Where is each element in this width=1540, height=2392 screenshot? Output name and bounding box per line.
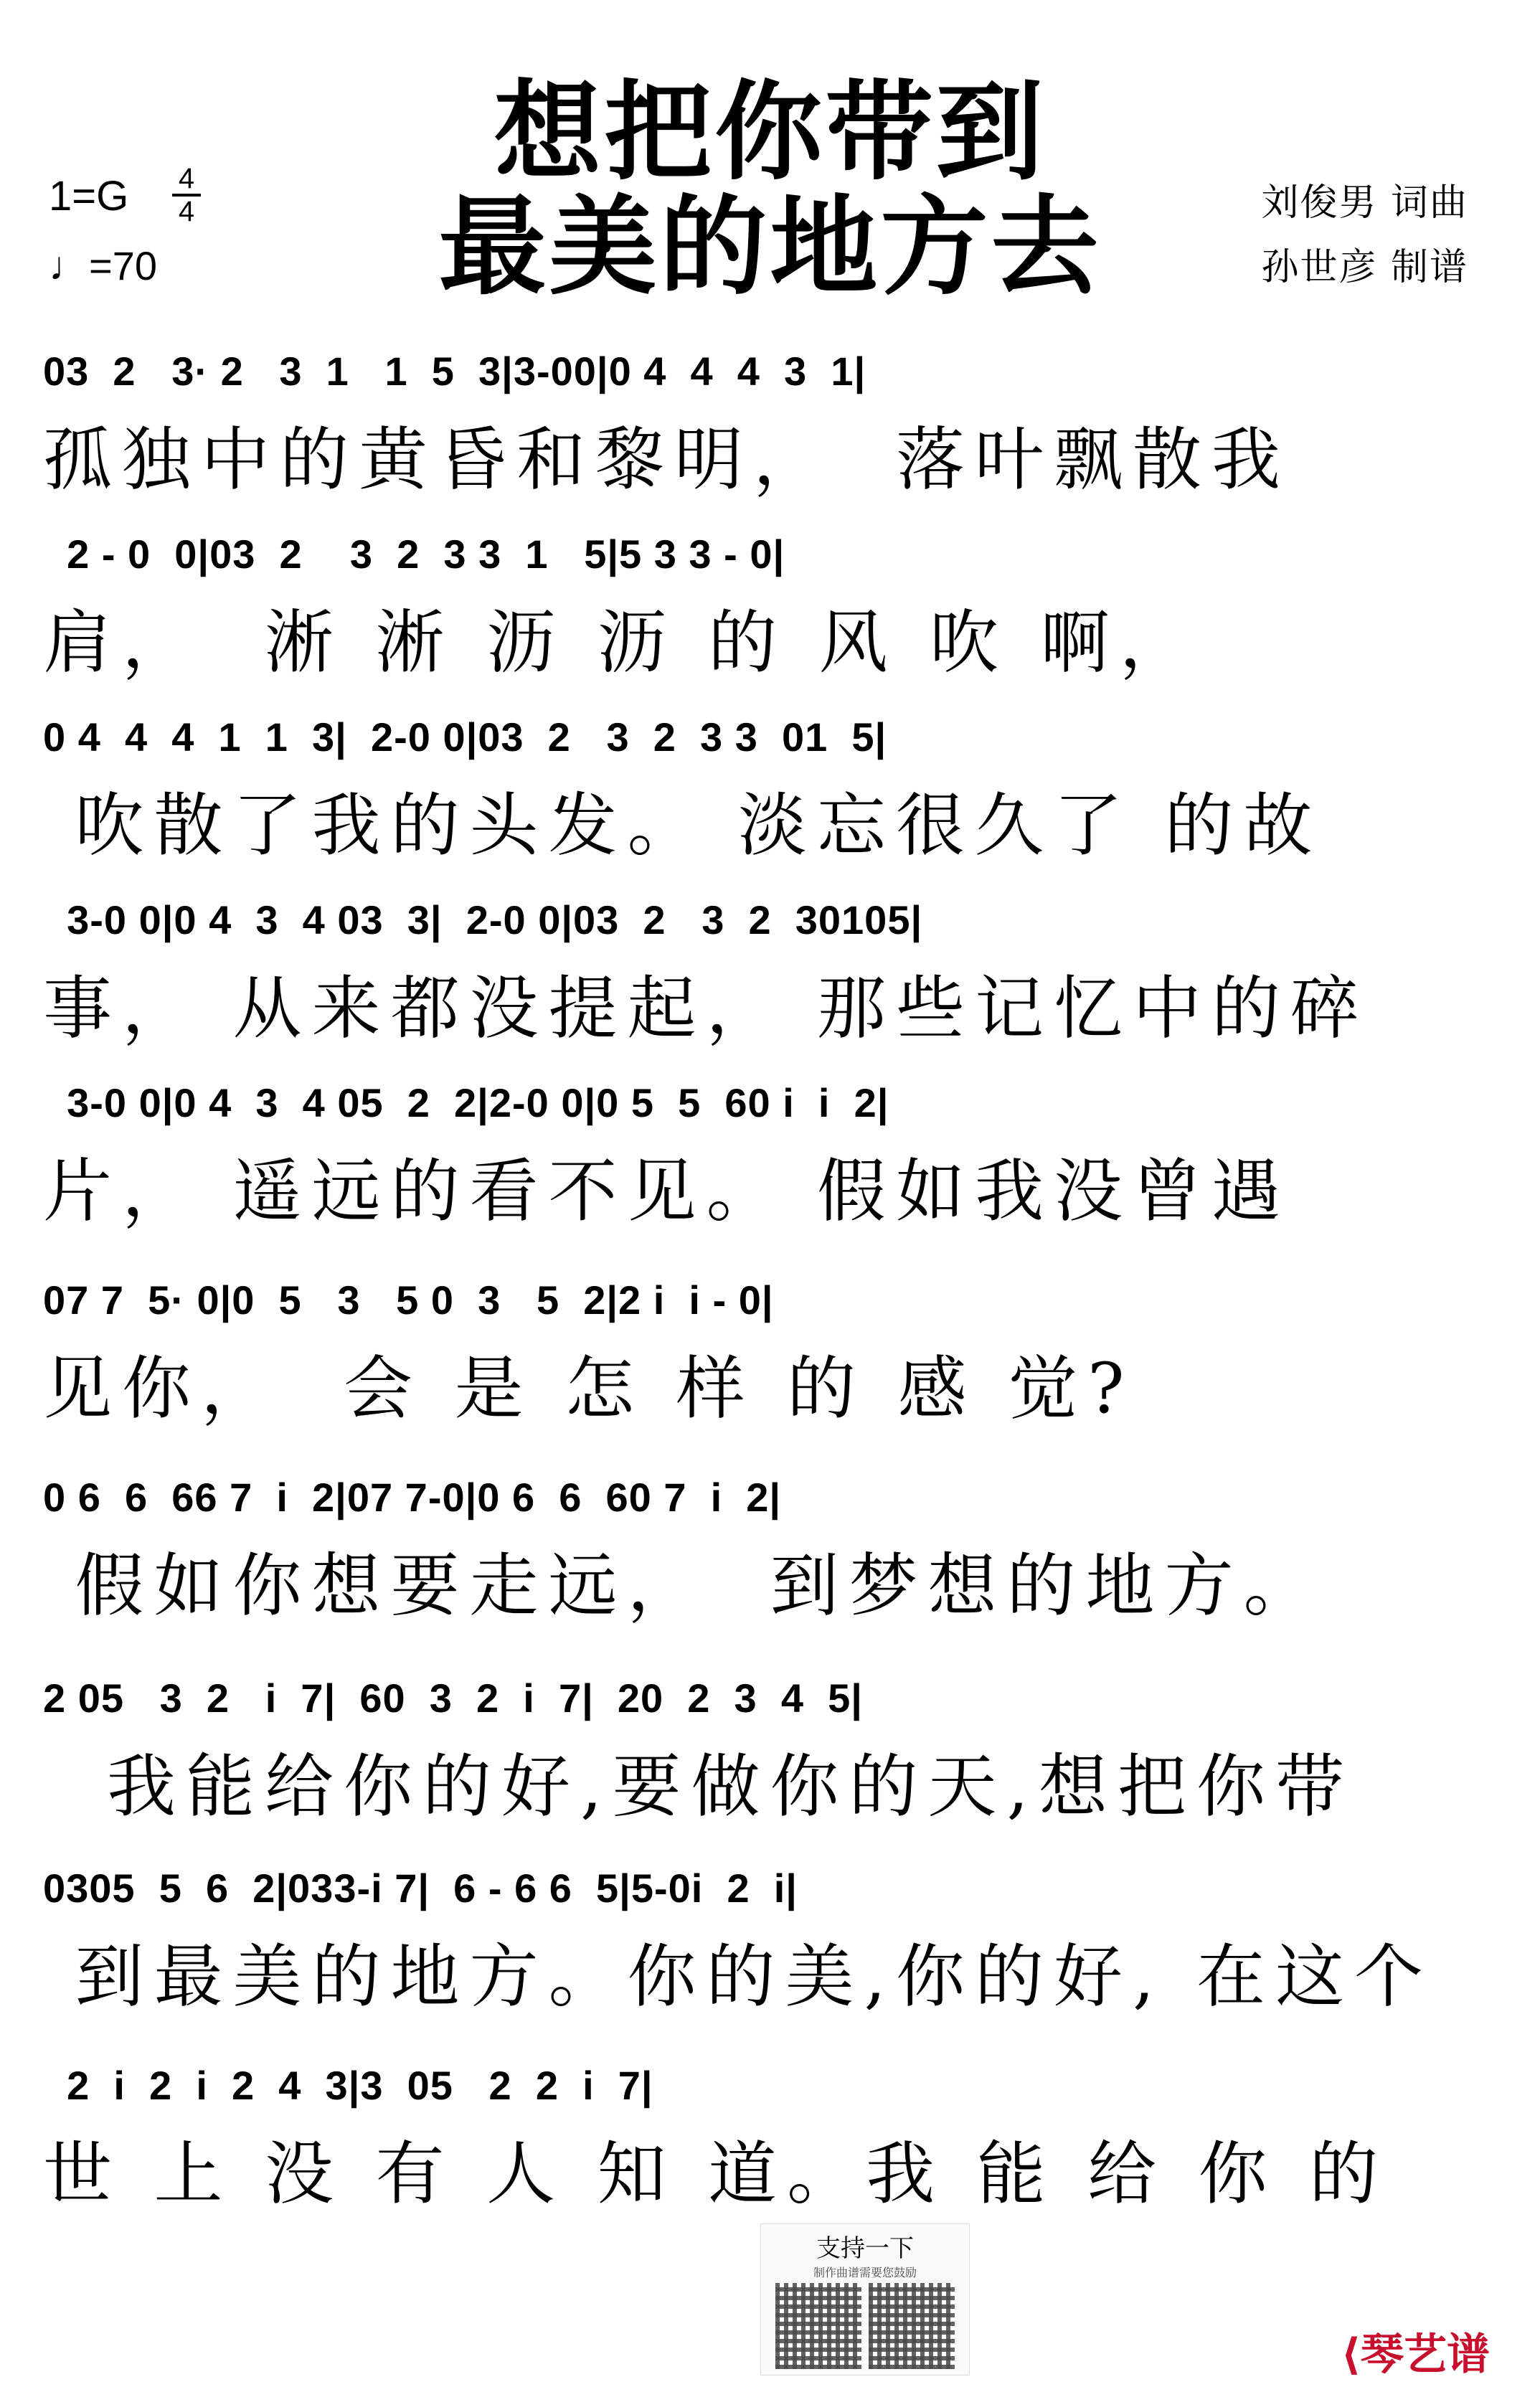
logo-mark-icon: ⟨ [1341,2330,1361,2380]
time-signature-bottom: 4 [172,194,201,227]
notation-row: 3-0 0|0 4 3 4 05 2 2|2-0 0|0 5 5 60 i i 2| [43,1080,889,1125]
support-subcaption: 制作曲谱需要您鼓励 [813,2266,917,2279]
support-box [760,2223,970,2376]
lyrics-row: 孤独中的黄昏和黎明， 落叶飘散我 [43,420,1291,500]
qr-code-icon [869,2283,955,2369]
time-signature-top: 4 [178,163,195,194]
time-signature [172,164,201,227]
qr-code-icon [775,2283,861,2369]
lyrics-row: 我能给你的好,要做你的天,想把你带 [43,1746,1355,1827]
credit-lyrics-music: 刘俊男 词曲 [1261,181,1468,224]
site-logo [1341,2320,1490,2382]
notation-row: 07 7 5· 0|0 5 3 5 0 3 5 2|2 i i - 0| [43,1277,774,1323]
key-signature: 1=G [49,173,129,219]
lyrics-row: 世 上 没 有 人 知 道。我 能 给 你 的 [43,2134,1389,2214]
lyrics-row: 见你， 会 是 怎 样 的 感 觉? [43,1348,1135,1429]
lyrics-row: 假如你想要走远， 到梦想的地方。 [43,1546,1323,1626]
notation-row: 0 4 4 4 1 1 3| 2-0 0|03 2 3 2 3 3 01 5| [43,714,887,760]
lyrics-row: 肩， 淅 淅 沥 沥 的 风 吹 啊， [43,602,1199,683]
support-caption: 支持一下 [816,2234,914,2263]
notation-row: 3-0 0|0 4 3 4 03 3| 2-0 0|03 2 3 2 30105| [43,897,923,942]
lyrics-row: 事， 从来都没提起， 那些记忆中的碎 [43,968,1370,1049]
notation-row: 2 i 2 i 2 4 3|3 05 2 2 i 7| [43,2063,653,2108]
lyrics-row: 吹散了我的头发。 淡忘很久了 的故 [43,785,1323,866]
credit-score: 孙世彦 制谱 [1261,246,1468,289]
lyrics-row: 片， 遥远的看不见。 假如我没曾遇 [43,1151,1291,1232]
notation-row: 0 6 6 66 7 i 2|07 7-0|0 6 6 60 7 i 2| [43,1475,782,1520]
notation-row: 2 - 0 0|03 2 3 2 3 3 1 5|5 3 3 - 0| [43,531,785,577]
logo-text: 琴艺谱 [1361,2330,1490,2380]
lyrics-row: 到最美的地方。你的美,你的好, 在这个 [43,1937,1434,2017]
song-title-line1: 想把你带到 [493,70,1047,195]
tempo-marking: ♩=70 [49,243,157,288]
song-title-line2: 最美的地方去 [438,185,1102,310]
notation-row: 03 2 3· 2 3 1 1 5 3|3-00|0 4 4 4 3 1| [43,349,866,394]
notation-row: 2 05 3 2 i 7| 60 3 2 i 7| 20 2 3 4 5| [43,1675,863,1721]
notation-row: 0305 5 6 2|033-i 7| 6 - 6 6 5|5-0i 2 i| [43,1866,798,1911]
